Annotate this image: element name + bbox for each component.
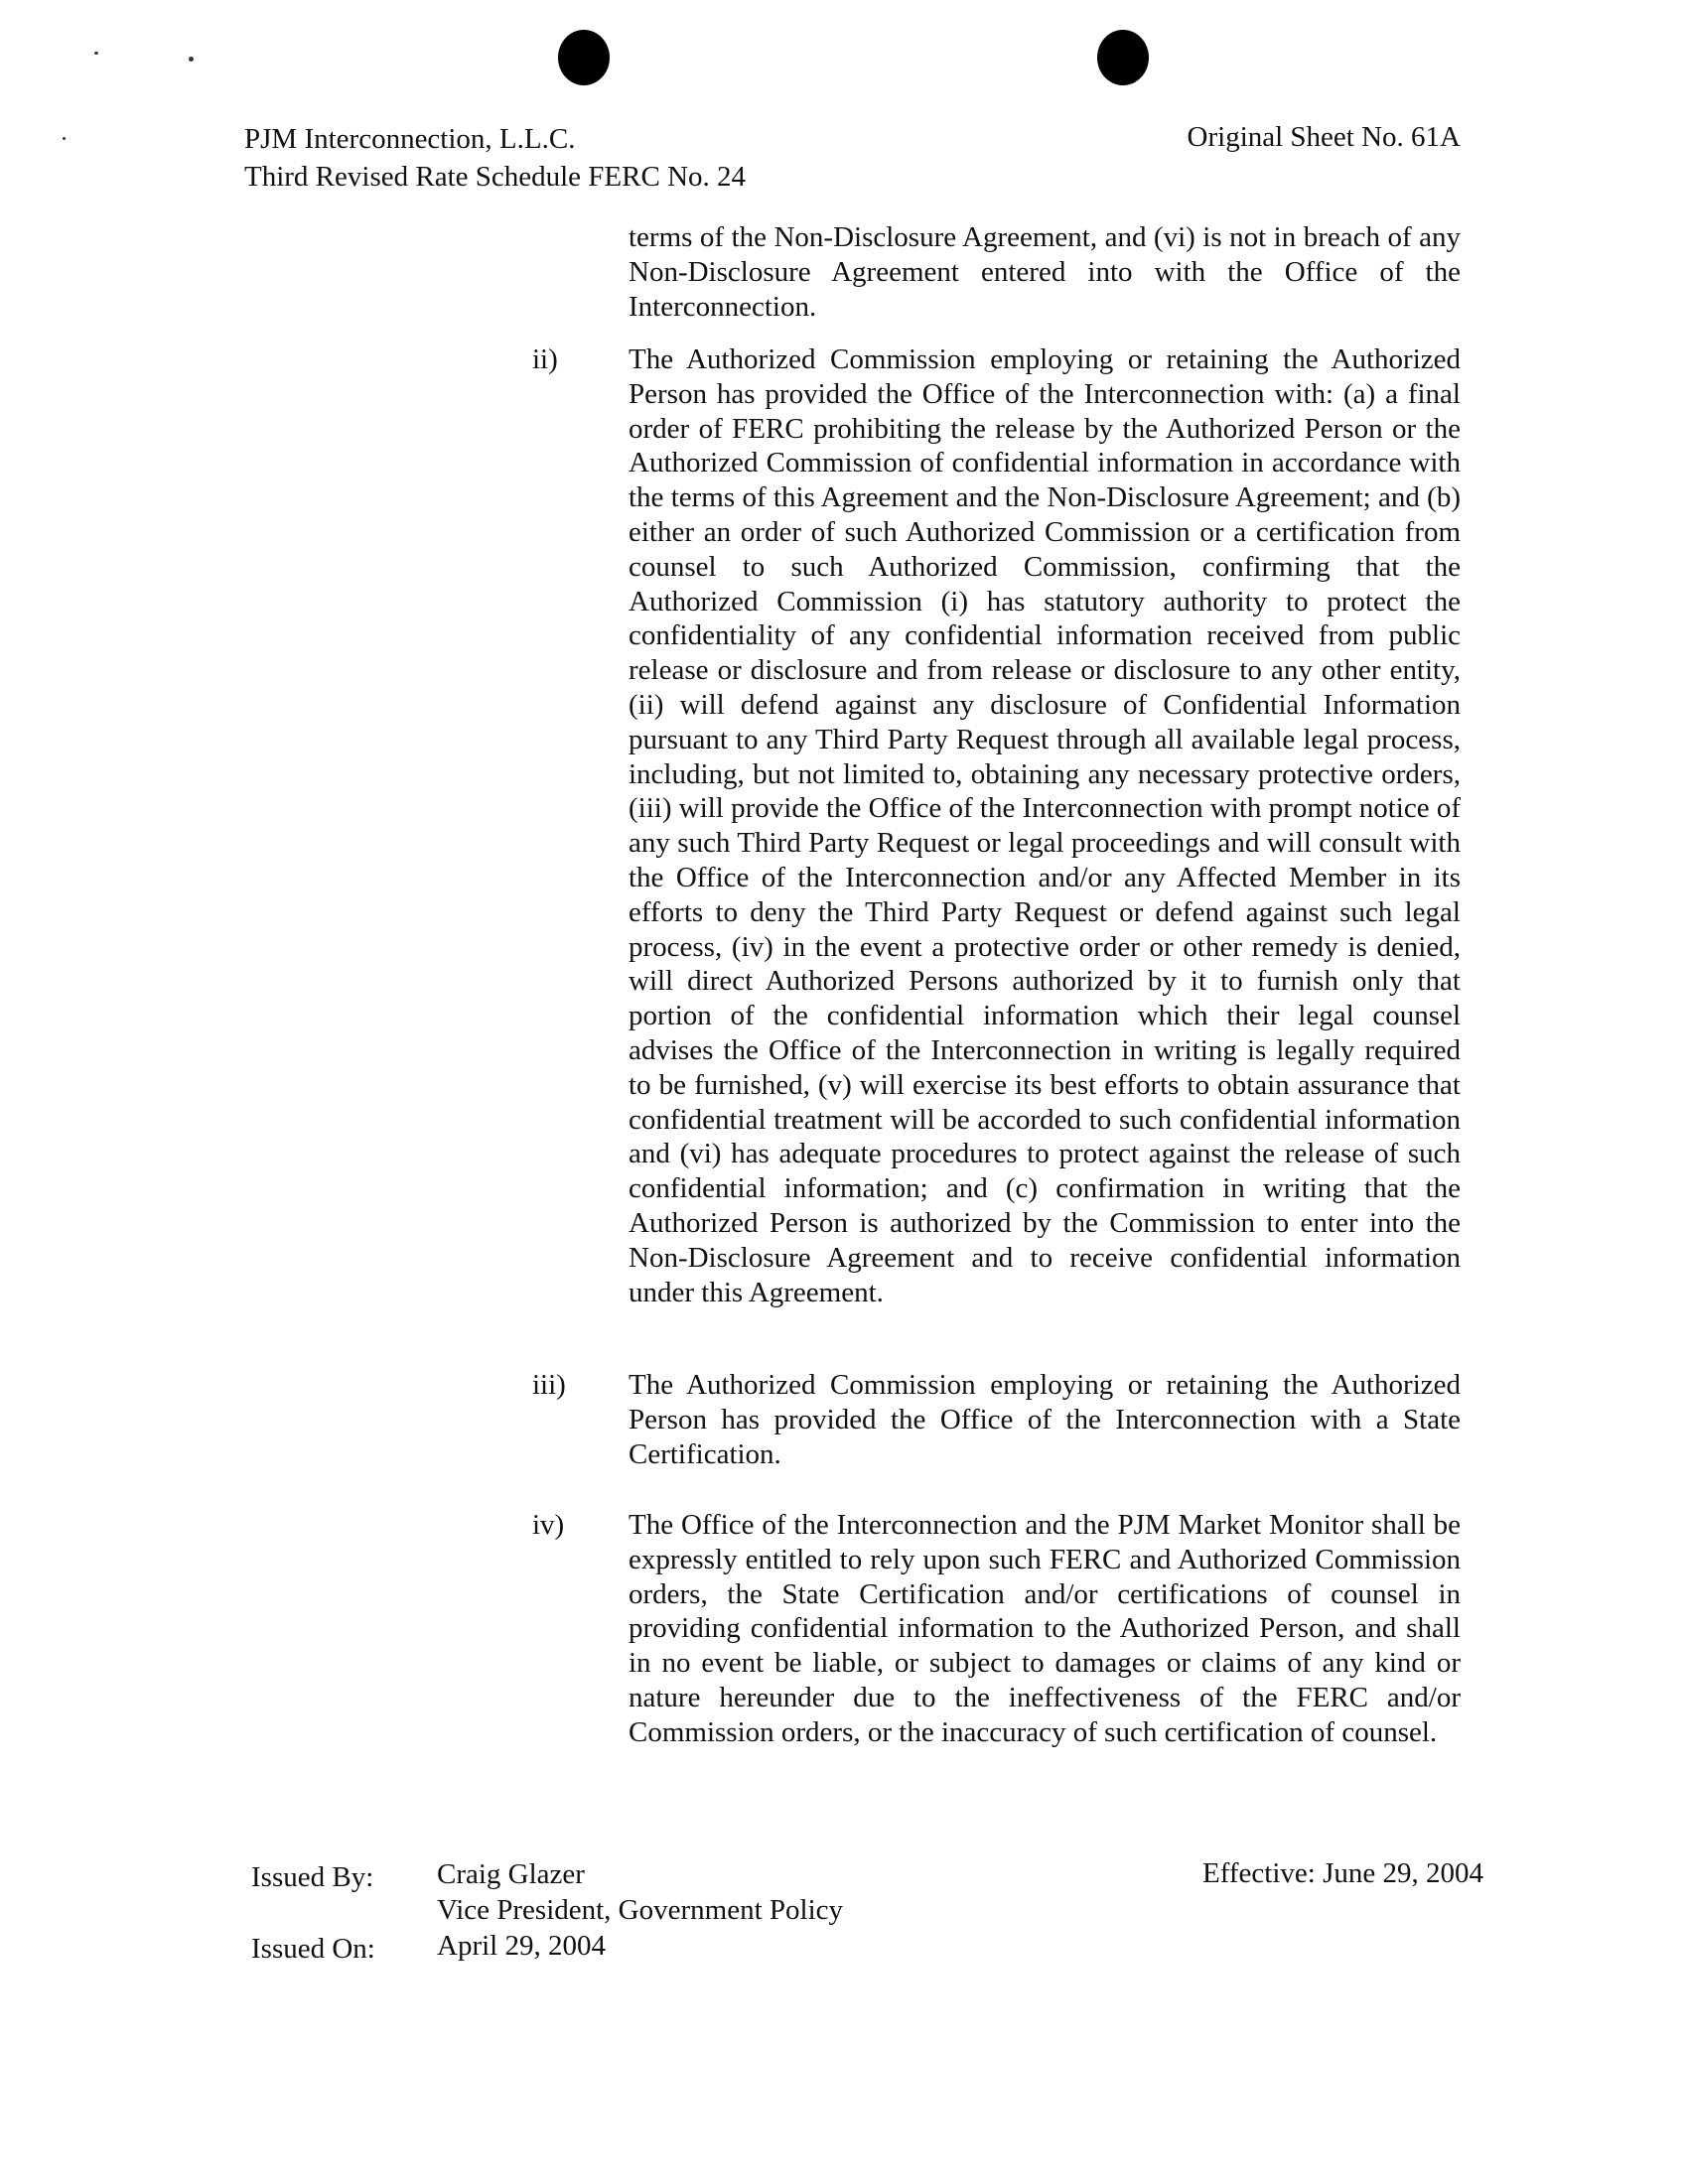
item-label-iii: iii) xyxy=(532,1369,566,1401)
issued-by-label: Issued By: xyxy=(251,1861,374,1893)
item-label-ii: ii) xyxy=(532,343,558,375)
punch-hole-left xyxy=(558,30,610,85)
issued-by-title: Vice President, Government Policy xyxy=(437,1894,844,1926)
scan-speck xyxy=(189,57,194,62)
item-paragraph-iv: The Office of the Interconnection and the PJM Market Monitor shall be expressly entitled to rely upon such FERC and Authorized Commission orders, the State Certification and/or certifications of counsel in providing confidential information to the Authorized Person, and shall in no event be liable, or subject to damages or claims of any kind or nature hereunder due to the ineffectiveness of the FERC and/or Commission orders, or the inaccuracy of such certification of counsel. xyxy=(629,1509,1461,1748)
item-paragraph-ii: The Authorized Commission employing or retaining the Authorized Person has provided the Office of the Interconnection with: (a) a final order of FERC prohibiting the release by the Authorized Person or the Authorized Commission of confidential information in accordance with the terms of this Agreement and the Non-Disclosure Agreement; and (b) either an order of such Authorized Commission or a certification from counsel to such Authorized Commission, confirming that the Authorized Commission (i) has statutory authority to protect the confidentiality of any confidential information received from public release or disclosure and from release or disclosure to any other entity, (ii) will defend against any disclosure of Confidential Information pursuant to any Third Party Request through all available legal process, including, but not limited to, obtaining any necessary protective orders, (iii) will provide the Office of the Interconnection with prompt notice of any such Third Party Request or legal proceedings and will consult with the Office of the Interconnection and/or any Affected Member in its efforts to deny the Third Party Request or defend against such legal process, (iv) in the event a protective order or other remedy is denied, will direct Authorized Persons authorized by it to furnish only that portion of the confidential information which their legal counsel advises the Office of the Interconnection in writing is legally required to be furnished, (v) will exercise its best efforts to obtain assurance that confidential treatment will be accorded to such confidential information and (vi) has adequate procedures to protect against the release of such confidential information; and (c) confirmation in writing that the Authorized Person is authorized by the Commission to enter into the Non-Disclosure Agreement and to receive confidential information under this Agreement. xyxy=(629,343,1461,1308)
header-sheet-number: Original Sheet No. 61A xyxy=(1187,121,1461,153)
issued-on-label: Issued On: xyxy=(251,1933,375,1965)
header-rate-schedule: Third Revised Rate Schedule FERC No. 24 xyxy=(244,161,747,193)
punch-hole-right xyxy=(1097,30,1149,85)
issued-on-date: April 29, 2004 xyxy=(437,1930,606,1962)
item-paragraph-iii: The Authorized Commission employing or retaining the Authorized Person has provided the Office of the Interconnection with a State Certification. xyxy=(629,1369,1461,1470)
header-company: PJM Interconnection, L.L.C. xyxy=(244,123,576,155)
issued-by-name: Craig Glazer xyxy=(437,1858,585,1890)
scan-speck xyxy=(63,137,66,140)
continuation-paragraph: terms of the Non-Disclosure Agreement, and (vi) is not in breach of any Non-Disclosure Agreement entered into with the Office of the Interconnection. xyxy=(629,221,1461,323)
scan-speck xyxy=(94,52,98,55)
effective-date: Effective: June 29, 2004 xyxy=(1202,1857,1483,1889)
item-label-iv: iv) xyxy=(532,1509,565,1541)
